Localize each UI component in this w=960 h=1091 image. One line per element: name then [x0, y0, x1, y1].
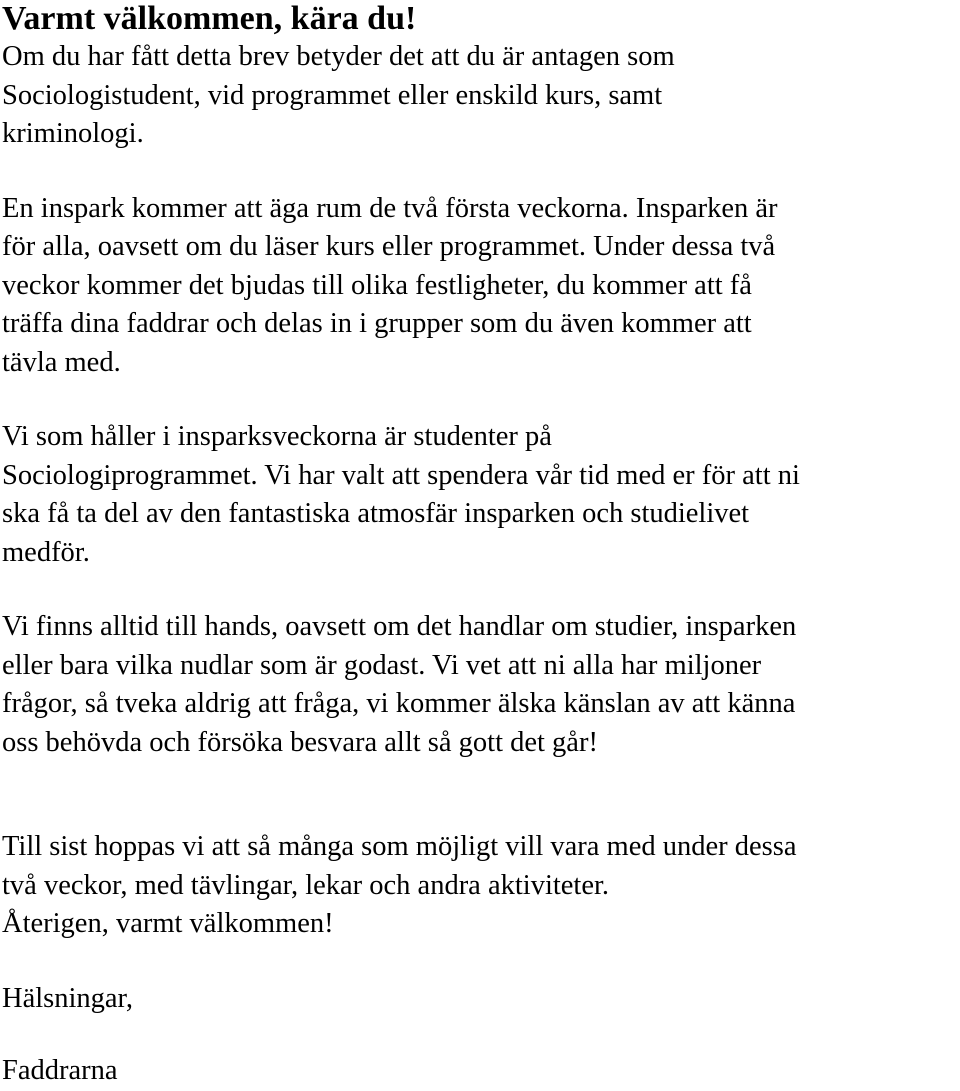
paragraph-support [2, 608, 960, 762]
paragraph-line: Återigen, varmt välkommen! [2, 908, 334, 939]
paragraph-line: frågor, så tveka aldrig att fråga, vi kommer älska känslan av att känna [2, 688, 796, 719]
paragraph-line: ska få ta del av den fantastiska atmosfär insparken och studielivet [2, 498, 750, 529]
paragraph-line: Om du har fått detta brev betyder det att du är antagen som [2, 41, 675, 72]
paragraph-line: Sociologiprogrammet. Vi har valt att spendera vår tid med er för att ni [2, 459, 800, 491]
paragraph-line: oss behövda och försöka besvara allt så gott det går! [2, 726, 598, 758]
greeting: Hälsningar, [2, 982, 134, 1014]
paragraph-line: eller bara vilka nudlar som är godast. Vi vet att ni alla har miljoner [2, 649, 762, 681]
paragraph-closing [2, 828, 960, 944]
paragraph-line: medför. [2, 536, 90, 568]
paragraph-line: Vi som håller i insparksveckorna är studenter på [2, 421, 552, 452]
letter-title: Varmt välkommen, kära du! [2, 0, 417, 37]
paragraph-line: veckor kommer det bjudas till olika festligheter, du kommer att få [2, 269, 752, 301]
paragraph-line: kriminologi. [2, 118, 144, 149]
paragraph-admission [2, 38, 960, 154]
paragraph-line: två veckor, med tävlingar, lekar och andra aktiviteter. [2, 869, 610, 901]
paragraph-line: träffa dina faddrar och delas in i grupper som du även kommer att [2, 308, 752, 339]
paragraph-line: Vi finns alltid till hands, oavsett om det handlar om studier, insparken [2, 611, 797, 642]
signature: Faddrarna [2, 1055, 118, 1086]
paragraph-line: Till sist hoppas vi att så många som möjligt vill vara med under dessa [2, 831, 797, 862]
paragraph-line: tävla med. [2, 346, 121, 378]
paragraph-inspark [2, 190, 960, 383]
paragraph-line: för alla, oavsett om du läser kurs eller programmet. Under dessa två [2, 231, 776, 262]
paragraph-line: En inspark kommer att äga rum de två första veckorna. Insparken är [2, 192, 778, 224]
paragraph-organizers [2, 418, 960, 572]
paragraph-line: Sociologistudent, vid programmet eller enskild kurs, samt [2, 79, 663, 111]
letter [2, 0, 960, 1091]
